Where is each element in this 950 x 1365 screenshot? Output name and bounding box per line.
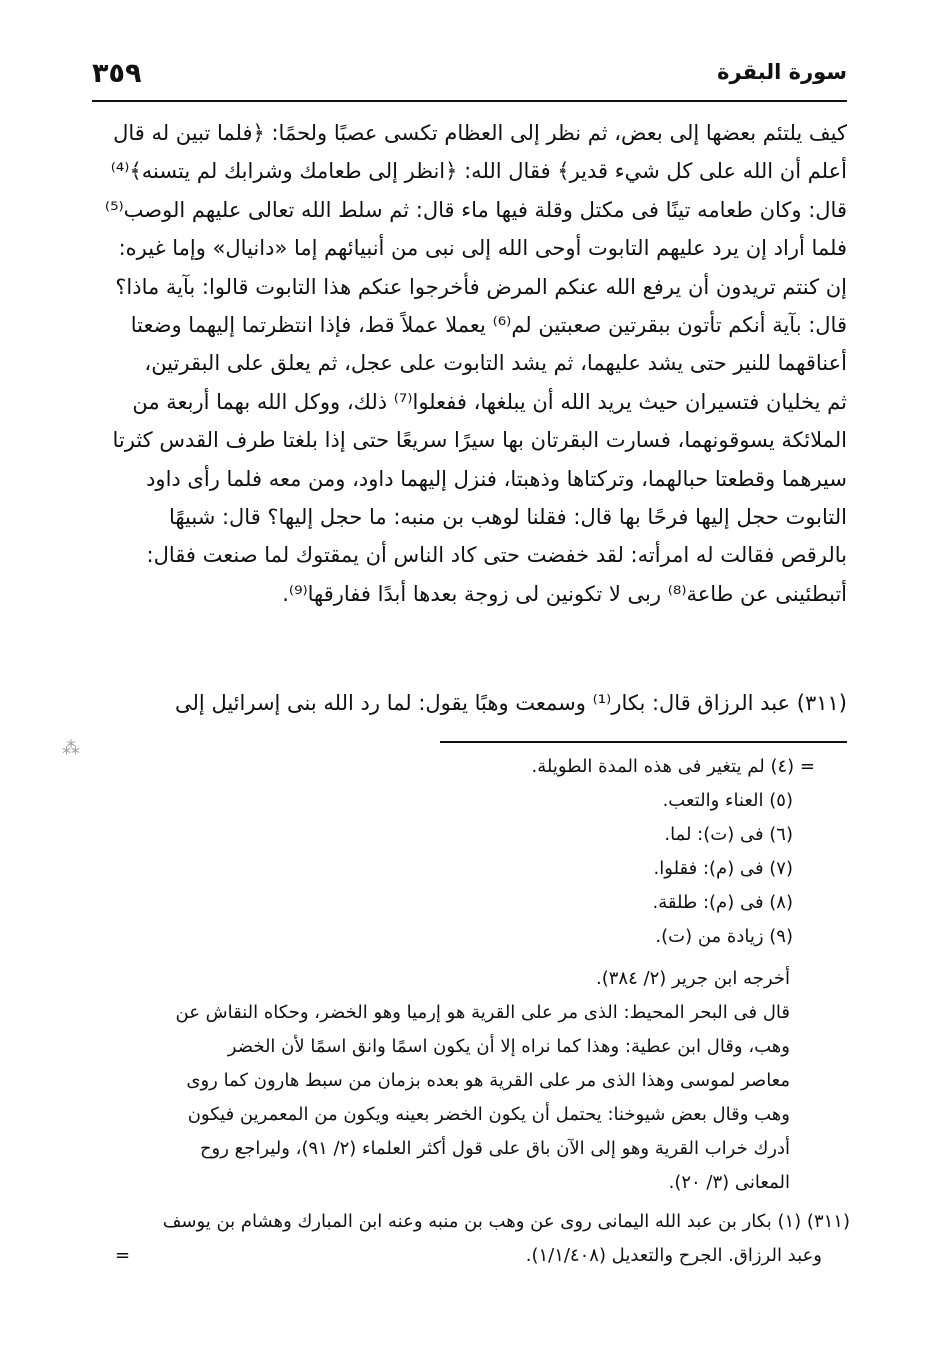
footnote: = (٤) لم يتغير فى هذه المدة الطويلة. — [531, 756, 815, 777]
scan-smudge: ⁂ — [62, 738, 80, 759]
footnote: (٥) العناء والتعب. — [662, 790, 793, 811]
surah-title: سورة البقرة — [717, 60, 847, 84]
narration-line: (٣١١) عبد الرزاق قال: بكار⁽¹⁾ وسمعت وهبًا يقول: لما رد الله بنى إسرائيل إلى — [175, 691, 847, 715]
note-line: (٣١١) (١) بكار بن عبد الله اليمانى روى عن وهب بن منبه وعنه ابن المبارك وهشام بن يوسف — [162, 1211, 850, 1232]
page-header — [92, 52, 847, 98]
note-line — [115, 1239, 850, 1273]
text-line: سيرهما وقطعتا حبالهما، وتركتاها وذهبتا، فنزل إليهما داود، ومن معه فلما رأى داود — [146, 466, 847, 491]
page-number: ٣٥٩ — [92, 58, 142, 89]
footnotes — [115, 750, 815, 954]
text-line: إن كنتم تريدون أن يرفع الله عنكم المرض فأخرجوا عنكم هذا التابوت قالوا: بآية ماذا؟ — [115, 274, 847, 299]
note-line: أخرجه ابن جرير (٢/ ٣٨٤). — [596, 968, 790, 989]
footnote-rule — [440, 741, 847, 743]
note-text: وعبد الرزاق. الجرح والتعديل (١/١/٤٠٨). — [525, 1245, 822, 1266]
footnote: (٧) فى (م): فقلوا. — [653, 858, 793, 879]
text-line: أعلم أن الله على كل شيء قدير﴾ فقال الله: ﴿انظر إلى طعامك وشرابك لم يتسنه﴾⁽⁴⁾ — [110, 159, 847, 184]
footnote: (٨) فى (م): طلقة. — [652, 892, 793, 913]
note-line: المعانى (٣/ ٢٠). — [668, 1172, 790, 1193]
text-line: قال: بآية أنكم تأتون ببقرتين صعبتين لم⁽⁶⁾ يعملا عملاً قط، فإذا انتظرتما إليهما وضعتا — [130, 312, 847, 337]
note-line: وهب، وقال ابن عطية: وهذا كما نراه إلا أن يكون اسمًا وانق اسمًا لأن الخضر — [227, 1036, 790, 1057]
text-line: كيف يلتئم بعضها إلى بعض، ثم نظر إلى العظام تكسى عصبًا ولحمًا: ﴿فلما تبين له قال — [113, 121, 847, 145]
note-line: وهب وقال بعض شيوخنا: يحتمل أن يكون الخضر بعينه ويكون من المعمرين فيكون — [187, 1104, 790, 1125]
footnote: (٩) زيادة من (ت). — [655, 926, 793, 947]
note-line: قال فى البحر المحيط: الذى مر على القرية هو إرميا وهو الخضر، وحكاه النقاش عن — [175, 1002, 790, 1023]
footnote: (٦) فى (ت): لما. — [664, 824, 793, 845]
note-line: أدرك خراب القرية وهو إلى الآن باق على قول أكثر العلماء (٢/ ٩١)، وليراجع روح — [199, 1138, 790, 1159]
text-line: أعناقهما للنير حتى يشد عليهما، ثم يشد التابوت على عجل، ثم يعلق على البقرتين، — [144, 351, 847, 376]
main-text — [85, 114, 847, 613]
commentary-note — [115, 962, 790, 1200]
continuation-mark: = — [115, 1245, 131, 1266]
text-line: بالرقص فقالت له امرأته: لقد خفضت حتى كاد الناس أن يمقتوك لما صنعت فقال: — [146, 543, 847, 568]
text-line: فلما أراد إن يرد عليهم التابوت أوحى الله إلى نبى من أنبيائهم إما «دانيال» وإما غيره: — [118, 236, 847, 261]
text-line: أتبطئينى عن طاعة⁽⁸⁾ ربى لا تكونين لى زوجة بعدها أبدًا ففارقها⁽⁹⁾. — [282, 581, 847, 606]
text-line: قال: وكان طعامه تينًا فى مكتل وقلة فيها ماء قال: ثم سلط الله تعالى عليهم الوصب⁽⁵⁾ — [104, 197, 847, 222]
note-line: معاصر لموسى وهذا الذى مر على القرية هو بعده بزمان من سبط هارون كما روى — [186, 1070, 790, 1091]
text-line: التابوت حجل إليها فرحًا بها قال: فقلنا لوهب بن منبه: ما حجل إليها؟ قال: شبيهًا — [168, 504, 847, 529]
text-line: الملائكة يسوقونهما، فسارت البقرتان بها سيرًا سريعًا حتى إذا بلغتا طرف القدس كثرتا — [112, 428, 847, 453]
header-rule — [92, 100, 847, 102]
narrator-note — [115, 1205, 850, 1273]
text-line: ثم يخليان فتسيران حيث يريد الله أن يبلغها، ففعلوا⁽⁷⁾ ذلك، ووكل الله بهما أربعة من — [132, 389, 847, 414]
